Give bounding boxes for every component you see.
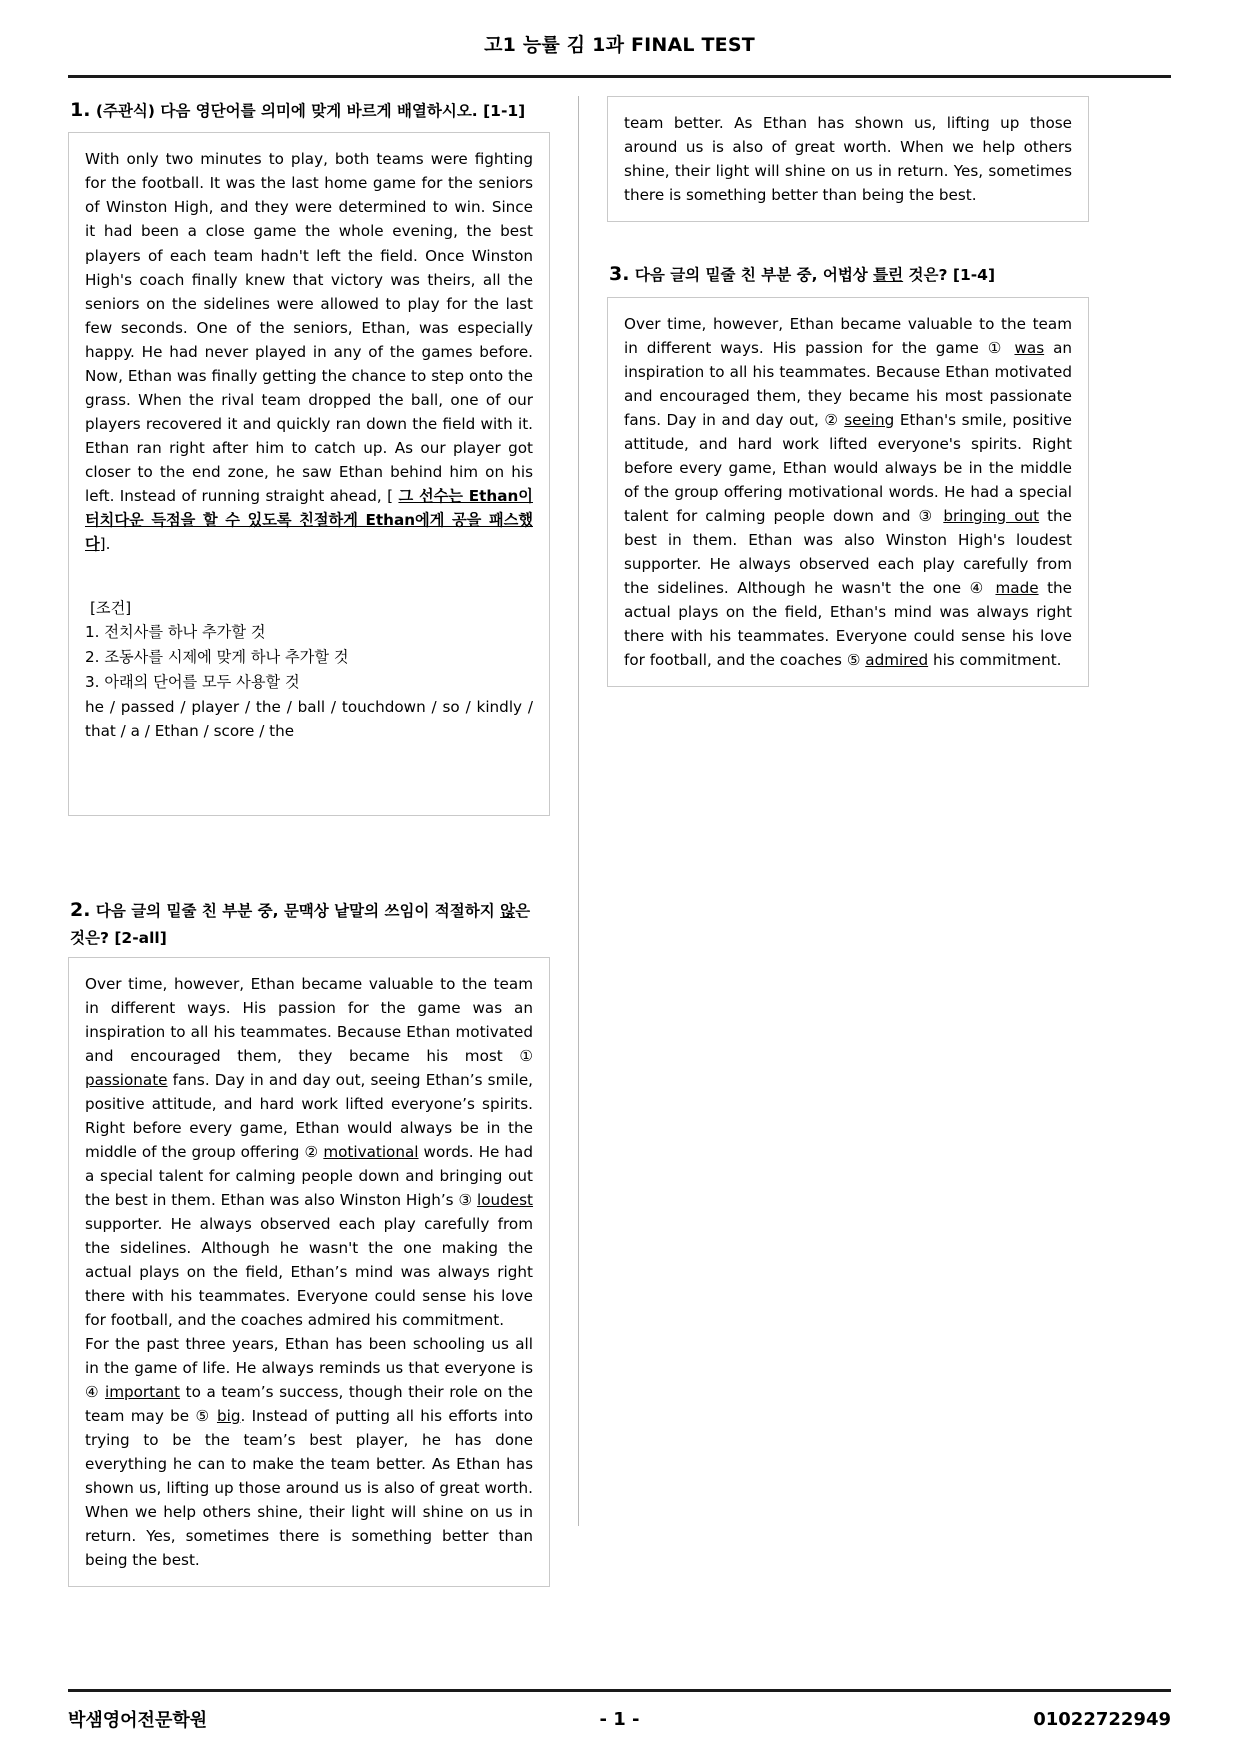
question-3-title (607, 260, 1089, 289)
condition-block (85, 596, 533, 695)
question-1-number: 1. (70, 99, 91, 121)
q2-marker-4: ④ (85, 1382, 100, 1401)
q3-marker-2: ② (824, 410, 839, 429)
q3-marker-1: ① (987, 338, 1006, 357)
q2-marker-5: ⑤ (195, 1406, 211, 1425)
q2-marker-2: ② (304, 1142, 319, 1161)
two-column-layout (68, 96, 1171, 1626)
question-2-title (68, 896, 550, 949)
q2-seg-3: words. He had a special talent for calming people down and bringing out the best in them. Ethan was also Winston High’s (85, 1142, 533, 1209)
footer-phone-number: 01022722949 (1033, 1708, 1172, 1730)
question-2-title-emphasis: 않 (500, 902, 516, 921)
question-gap (68, 824, 550, 896)
question-2-title-text-a: 다음 글의 밑줄 친 부분 중, 문맥상 낱말의 쓰임이 적절하지 (95, 902, 501, 921)
question-3-title-emphasis: 틀린 (873, 266, 904, 285)
q3-seg-1: Over time, however, Ethan became valuable to the team in different ways. His passion for the game (624, 314, 1072, 357)
condition-title: [조건] (90, 598, 132, 617)
question-3-number: 3. (609, 263, 630, 286)
footer-academy-name: 박샘영어전문학원 (68, 1710, 208, 1731)
word-bank: he / passed / player / the / ball / touchdown / so / kindly / that / a / Ethan / score / the (85, 698, 533, 741)
q3-marker-4: ④ (969, 578, 987, 597)
q2-option-5: big (216, 1406, 241, 1425)
question-1-passage (85, 147, 533, 555)
q3-seg-5: the actual plays on the field, Ethan's mind was always right there with his teammates. Everyone could sense his love for football, and the coaches (624, 578, 1072, 669)
q3-option-1: was (1014, 338, 1045, 357)
question-3 (607, 260, 1089, 687)
q3-marker-5: ⑤ (846, 650, 861, 669)
page-footer (68, 1706, 1171, 1732)
q2-seg-5: For the past three years, Ethan has been schooling us all in the game of life. He always reminds us that everyone is (85, 1334, 533, 1377)
q2-option-2: motivational (323, 1142, 419, 1161)
question-2-passage-para-1 (85, 972, 533, 1332)
question-2-passage-box (68, 957, 550, 1587)
left-column (68, 96, 550, 1626)
question-1-title-text: (주관식) 다음 영단어를 의미에 맞게 바르게 배열하시오. [1-1] (95, 102, 526, 120)
q2-marker-3: ③ (458, 1190, 473, 1209)
q3-seg-2: an inspiration to all his teammates. Because Ethan motivated and encouraged them, they became his most passionate fans. Day in and day out, (624, 338, 1073, 429)
right-column (607, 96, 1089, 1626)
page-title: 고1 능률 김 1과 FINAL TEST (484, 34, 755, 56)
q2-seg-1: Over time, however, Ethan became valuable to the team in different ways. His passion for the game was an inspiration to all his teammates. Because Ethan motivated and encouraged them, they became his most (85, 974, 533, 1065)
question-2-title-text-b: 은 것은? [2-all] (70, 902, 531, 947)
question-2 (68, 896, 550, 1587)
footer-page-number: - 1 - (599, 1708, 640, 1730)
continuation-text: team better. As Ethan has shown us, lifting up those around us is also of great worth. When we help others shine, their light will shine on us in return. Yes, sometimes there is something better than being the best. (624, 114, 1072, 205)
question-3-passage-box (607, 297, 1089, 687)
answer-space (85, 743, 533, 801)
question-2-passage-continuation (607, 96, 1089, 222)
question-1 (68, 96, 550, 816)
q3-seg-3: Ethan's smile, positive attitude, and hard work lifted everyone's spirits. Right before every game, Ethan would always be in the middle of the group offering motivational words. He had a special talent for calming people down and (624, 410, 1073, 525)
q3-option-4: made (995, 578, 1039, 597)
q3-marker-3: ③ (918, 506, 936, 525)
q3-option-2: seeing (844, 410, 895, 429)
column-divider (578, 96, 579, 1526)
question-2-number: 2. (70, 899, 91, 922)
condition-item-2: 2. 조동사를 시제에 맞게 하나 추가할 것 (85, 647, 349, 666)
question-gap-right (607, 222, 1089, 260)
condition-item-3: 3. 아래의 단어를 모두 사용할 것 (85, 672, 300, 691)
korean-answer-phrase: 그 선수는 Ethan이 터치다운 득점을 할 수 있도록 친절하게 Ethan에게 공을 패스했다 (85, 486, 533, 553)
q3-seg-6: his commitment. (928, 650, 1062, 669)
q2-seg-4: supporter. He always observed each play carefully from the sidelines. Although he wasn't the one making the actual plays on the field, Ethan’s mind was always right there with his teammates. Everyone could sense his love for football, and the coaches admired his commitment. (85, 1214, 533, 1329)
q3-option-5: admired (865, 650, 929, 669)
question-1-title (68, 96, 550, 125)
question-3-passage (624, 312, 1072, 672)
passage-part-1: With only two minutes to play, both teams were fighting for the football. It was the last home game for the seniors of Winston High, and they were determined to win. Since it had been a close game the whole evening, the best players of each team hadn't left the field. Once Winston High's coach finally knew that victory was theirs, all the seniors on the sidelines were allowed to play for the last few seconds. One of the seniors, Ethan, was especially happy. He had never played in any of the games before. Now, Ethan was finally getting the chance to step onto the grass. When the rival team dropped the ball, one of our players recovered it and quickly ran down the field with it. Ethan ran right after him to catch up. As our player got closer to the end zone, he saw Ethan behind him on his left. Instead of running straight ahead, [ (85, 150, 533, 505)
q2-seg-6: to a team’s success, though their role on the team may be (85, 1382, 534, 1425)
q2-marker-1: ① (519, 1046, 533, 1065)
q3-option-3: bringing out (943, 506, 1040, 525)
q2-seg-2: fans. Day in and day out, seeing Ethan’s smile, positive attitude, and hard work lifted everyone’s spirits. Right before every game, Ethan would always be in the middle of the group offering (85, 1070, 533, 1161)
question-2-passage-para-2 (85, 1332, 533, 1572)
q2-option-1: passionate (85, 1070, 168, 1089)
q3-seg-4: the best in them. Ethan was also Winston High's loudest supporter. He always observed each play carefully from the sidelines. Although he wasn't the one (624, 506, 1072, 597)
question-3-title-text-b: 것은? [1-4] (903, 266, 996, 285)
q2-seg-7: . Instead of putting all his efforts into trying to be the team’s best player, he has done everything he can to make the team better. As Ethan has shown us, lifting up those around us is also of great worth. When we help others shine, their light will shine on us in return. Yes, sometimes there is something better than being the best. (85, 1406, 533, 1570)
header-divider (68, 75, 1171, 78)
passage-part-2: ]. (99, 534, 111, 553)
question-3-title-text-a: 다음 글의 밑줄 친 부분 중, 어법상 (634, 266, 874, 285)
footer-divider (68, 1689, 1171, 1692)
q2-option-3: loudest (477, 1190, 534, 1209)
question-1-passage-box (68, 132, 550, 816)
condition-item-1: 1. 전치사를 하나 추가할 것 (85, 623, 266, 642)
q2-option-4: important (104, 1382, 181, 1401)
